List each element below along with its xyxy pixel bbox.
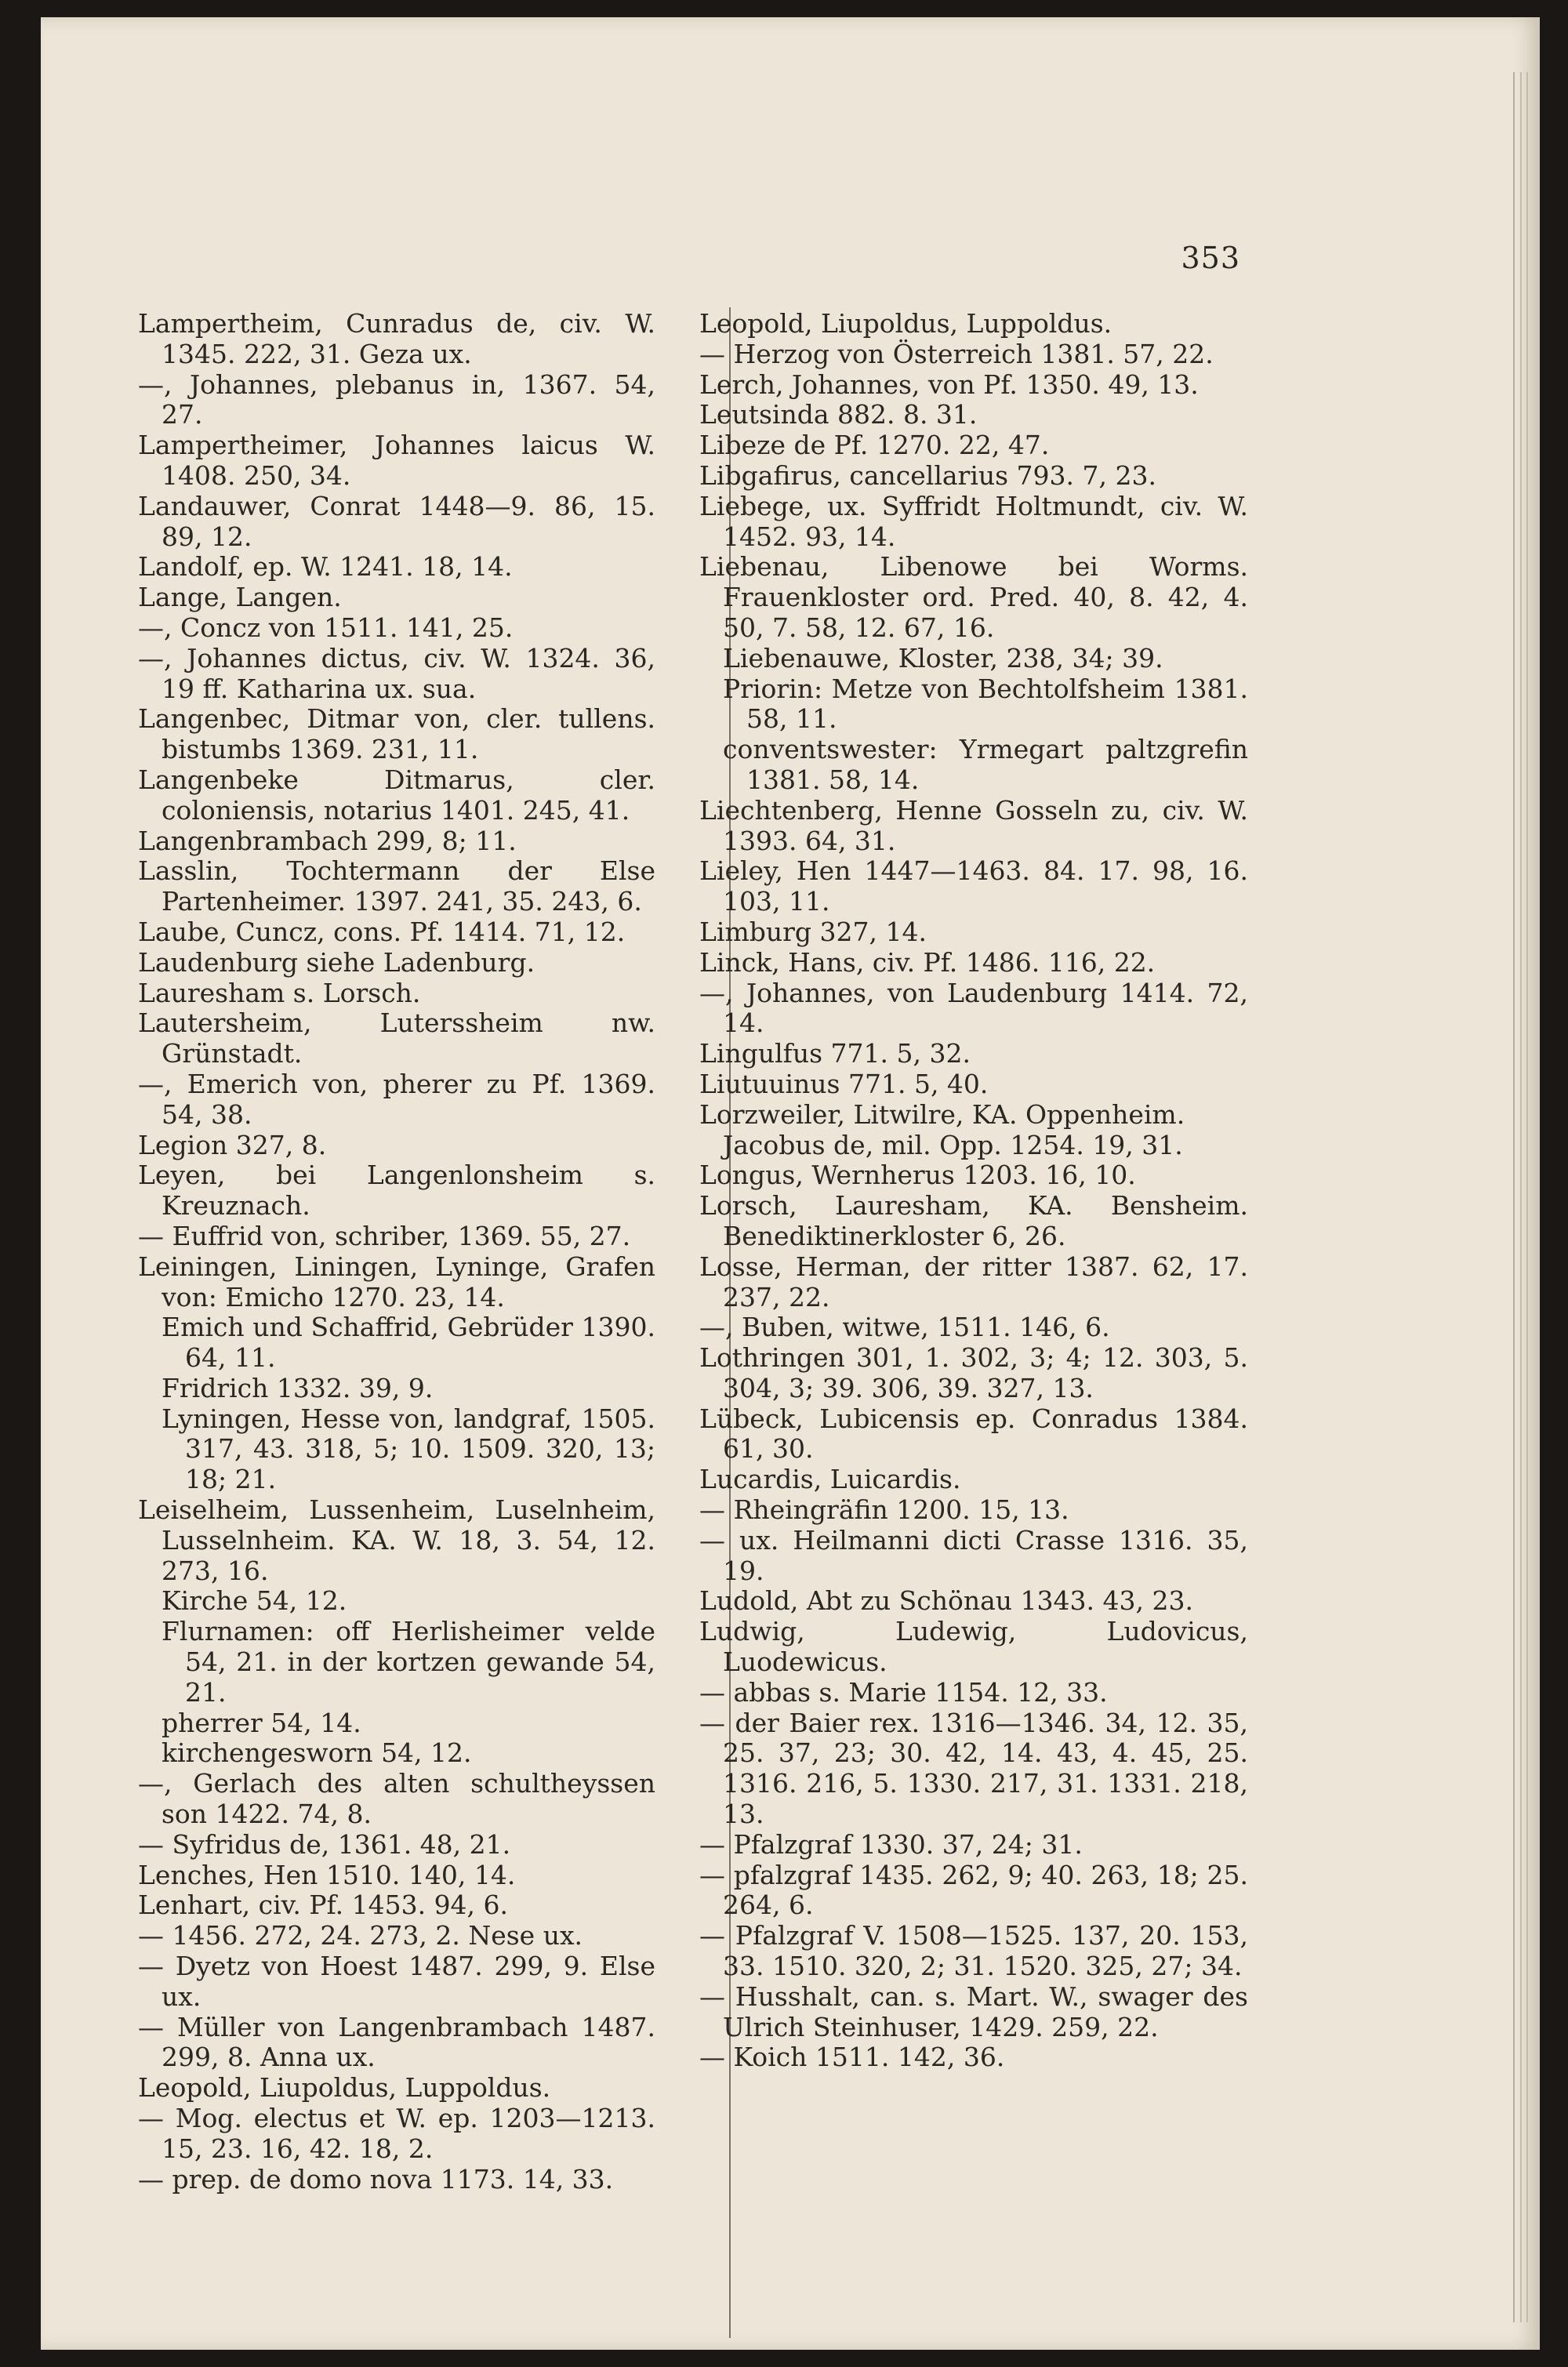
index-entry: Lübeck, Lubicensis ep. Conradus 1384. 61, 30.: [699, 1403, 1248, 1465]
index-entry: Laube, Cuncz, cons. Pf. 1414. 71, 12.: [138, 916, 626, 947]
index-entry: Limburg 327, 14.: [699, 916, 927, 947]
book-page: [41, 17, 1540, 2350]
index-entry: Langenbeke Ditmarus, cler. coloniensis, notarius 1401. 245, 41.: [138, 764, 655, 826]
index-entry: Lyningen, Hesse von, landgraf, 1505. 317, 43. 318, 5; 10. 1509. 320, 13; 18; 21.: [162, 1403, 655, 1495]
page-edge-lines: [1513, 72, 1535, 2322]
index-entry: —, Johannes, von Laudenburg 1414. 72, 14.: [699, 977, 1248, 1039]
index-entry: —, Johannes dictus, civ. W. 1324. 36, 19 ff. Katharina ux. sua.: [138, 642, 655, 704]
index-entry: — Husshalt, can. s. Mart. W., swager des Ulrich Steinhuser, 1429. 259, 22.: [699, 1980, 1248, 2042]
index-entry: Lauresham s. Lorsch.: [138, 977, 421, 1008]
index-entry: Langenbec, Ditmar von, cler. tullens. bistumbs 1369. 231, 11.: [138, 703, 655, 765]
index-entry: Leutsinda 882. 8. 31.: [699, 399, 978, 430]
index-entry: — Rheingräfin 1200. 15, 13.: [699, 1494, 1069, 1526]
index-entry: Leiselheim, Lussenheim, Luselnheim, Lusselnheim. KA. W. 18, 3. 54, 12. 273, 16.: [138, 1494, 655, 1586]
index-entry: — prep. de domo nova 1173. 14, 33.: [138, 2163, 614, 2195]
index-entry: Liebenau, Libenowe bei Worms. Frauenkloster ord. Pred. 40, 8. 42, 4. 50, 7. 58, 12. 67, 16.: [699, 551, 1248, 643]
index-entry: Lorsch, Lauresham, KA. Bensheim. Benediktinerkloster 6, 26.: [699, 1190, 1248, 1251]
index-entry: — 1456. 272, 24. 273, 2. Nese ux.: [138, 1920, 583, 1951]
index-entry: —, Johannes, plebanus in, 1367. 54, 27.: [138, 368, 655, 430]
index-entry: Linck, Hans, civ. Pf. 1486. 116, 22.: [699, 946, 1156, 978]
index-entry: Liebege, ux. Syffridt Holtmundt, civ. W. 1452. 93, 14.: [699, 490, 1248, 552]
index-entry: Lampertheim, Cunradus de, civ. W. 1345. 222, 31. Geza ux.: [138, 308, 655, 369]
index-entry: Flurnamen: off Herlisheimer velde 54, 21. in der kortzen gewande 54, 21.: [162, 1616, 655, 1708]
index-entry: Lieley, Hen 1447—1463. 84. 17. 98, 16. 103, 11.: [699, 855, 1248, 917]
index-entry: Lenches, Hen 1510. 140, 14.: [138, 1859, 516, 1890]
index-entry: Lothringen 301, 1. 302, 3; 4; 12. 303, 5. 304, 3; 39. 306, 39. 327, 13.: [699, 1342, 1248, 1403]
index-entry: —, Gerlach des alten schultheyssen son 1422. 74, 8.: [138, 1768, 655, 1830]
index-entry: — Dyetz von Hoest 1487. 299, 9. Else ux.: [138, 1951, 655, 2012]
page-number: 353: [1181, 241, 1240, 275]
index-entry: — der Baier rex. 1316—1346. 34, 12. 35, 25. 37, 23; 30. 42, 14. 43, 4. 45, 25. 1316. 216, 5. 1330. 217, 31. 1331. 218, 13.: [699, 1707, 1248, 1830]
index-entry: Liebenauwe, Kloster, 238, 34; 39.: [723, 642, 1163, 673]
index-entry: Leyen, bei Langenlonsheim s. Kreuznach.: [138, 1160, 655, 1222]
index-entry: Lerch, Johannes, von Pf. 1350. 49, 13.: [699, 368, 1199, 400]
index-entry: — Koich 1511. 142, 36.: [699, 2042, 1005, 2073]
index-entry: — Mog. electus et W. ep. 1203—1213. 15, 23. 16, 42. 18, 2.: [138, 2103, 655, 2164]
index-entry: — Euffrid von, schriber, 1369. 55, 27.: [138, 1220, 631, 1251]
index-entry: Lorzweiler, Litwilre, KA. Oppenheim.: [699, 1098, 1185, 1130]
index-entry: Libeze de Pf. 1270. 22, 47.: [699, 430, 1050, 461]
index-entry: —, Buben, witwe, 1511. 146, 6.: [699, 1312, 1110, 1343]
index-entry: Jacobus de, mil. Opp. 1254. 19, 31.: [723, 1129, 1183, 1160]
index-entry: Ludold, Abt zu Schönau 1343. 43, 23.: [699, 1585, 1193, 1617]
index-entry: Losse, Herman, der ritter 1387. 62, 17. 237, 22.: [699, 1251, 1248, 1312]
index-entry: —, Concz von 1511. 141, 25.: [138, 612, 514, 643]
index-entry: Lautersheim, Luterssheim nw. Grünstadt.: [138, 1007, 655, 1069]
index-entry: Libgafirus, cancellarius 793. 7, 23.: [699, 459, 1156, 491]
index-entry: Priorin: Metze von Bechtolfsheim 1381. 58, 11.: [723, 673, 1248, 735]
index-entry: — Syfridus de, 1361. 48, 21.: [138, 1828, 511, 1860]
index-entry: Lasslin, Tochtermann der Else Partenheimer. 1397. 241, 35. 243, 6.: [138, 855, 655, 917]
index-entry: Leiningen, Liningen, Lyninge, Grafen von: Emicho 1270. 23, 14.: [138, 1251, 655, 1312]
index-entry: Ludwig, Ludewig, Ludovicus, Luodewicus.: [699, 1616, 1248, 1678]
index-entry: Kirche 54, 12.: [162, 1585, 347, 1617]
index-entry: Lingulfus 771. 5, 32.: [699, 1038, 971, 1069]
index-entry: Emich und Schaffrid, Gebrüder 1390. 64, 11.: [162, 1312, 655, 1374]
index-entry: Fridrich 1332. 39, 9.: [162, 1372, 434, 1403]
index-entry: Lenhart, civ. Pf. 1453. 94, 6.: [138, 1890, 509, 1921]
index-entry: Lampertheimer, Johannes laicus W. 1408. 250, 34.: [138, 430, 655, 491]
index-entry: Landauwer, Conrat 1448—9. 86, 15. 89, 12.: [138, 490, 655, 552]
index-entry: — ux. Heilmanni dicti Crasse 1316. 35, 19.: [699, 1524, 1248, 1586]
index-entry: Langenbrambach 299, 8; 11.: [138, 825, 517, 856]
index-entry: kirchengesworn 54, 12.: [162, 1737, 472, 1769]
index-entry: — Pfalzgraf V. 1508—1525. 137, 20. 153, 33. 1510. 320, 2; 31. 1520. 325, 27; 34.: [699, 1920, 1248, 1982]
index-column-right: [699, 309, 1248, 2073]
index-entry: — Müller von Langenbrambach 1487. 299, 8. Anna ux.: [138, 2011, 655, 2073]
index-entry: — Herzog von Österreich 1381. 57, 22.: [699, 338, 1214, 369]
index-entry: Laudenburg siehe Ladenburg.: [138, 946, 535, 978]
index-entry: Leopold, Liupoldus, Luppoldus.: [138, 2072, 551, 2104]
index-entry: Lucardis, Luicardis.: [699, 1464, 961, 1495]
index-entry: Legion 327, 8.: [138, 1129, 327, 1160]
index-entry: Liutuuinus 771. 5, 40.: [699, 1068, 989, 1099]
index-entry: Liechtenberg, Henne Gosseln zu, civ. W. 1393. 64, 31.: [699, 794, 1248, 856]
index-column-left: [138, 309, 655, 2195]
index-entry: pherrer 54, 14.: [162, 1707, 361, 1738]
index-entry: Leopold, Liupoldus, Luppoldus.: [699, 308, 1112, 339]
index-entry: Lange, Langen.: [138, 582, 342, 613]
index-entry: Longus, Wernherus 1203. 16, 10.: [699, 1160, 1136, 1191]
index-entry: Landolf, ep. W. 1241. 18, 14.: [138, 551, 513, 583]
index-entry: —, Emerich von, pherer zu Pf. 1369. 54, 38.: [138, 1068, 655, 1130]
index-entry: conventswester: Yrmegart paltzgrefin 1381. 58, 14.: [723, 734, 1248, 795]
index-entry: — pfalzgraf 1435. 262, 9; 40. 263, 18; 25. 264, 6.: [699, 1859, 1248, 1921]
index-entry: — Pfalzgraf 1330. 37, 24; 31.: [699, 1828, 1083, 1860]
index-entry: — abbas s. Marie 1154. 12, 33.: [699, 1676, 1108, 1708]
